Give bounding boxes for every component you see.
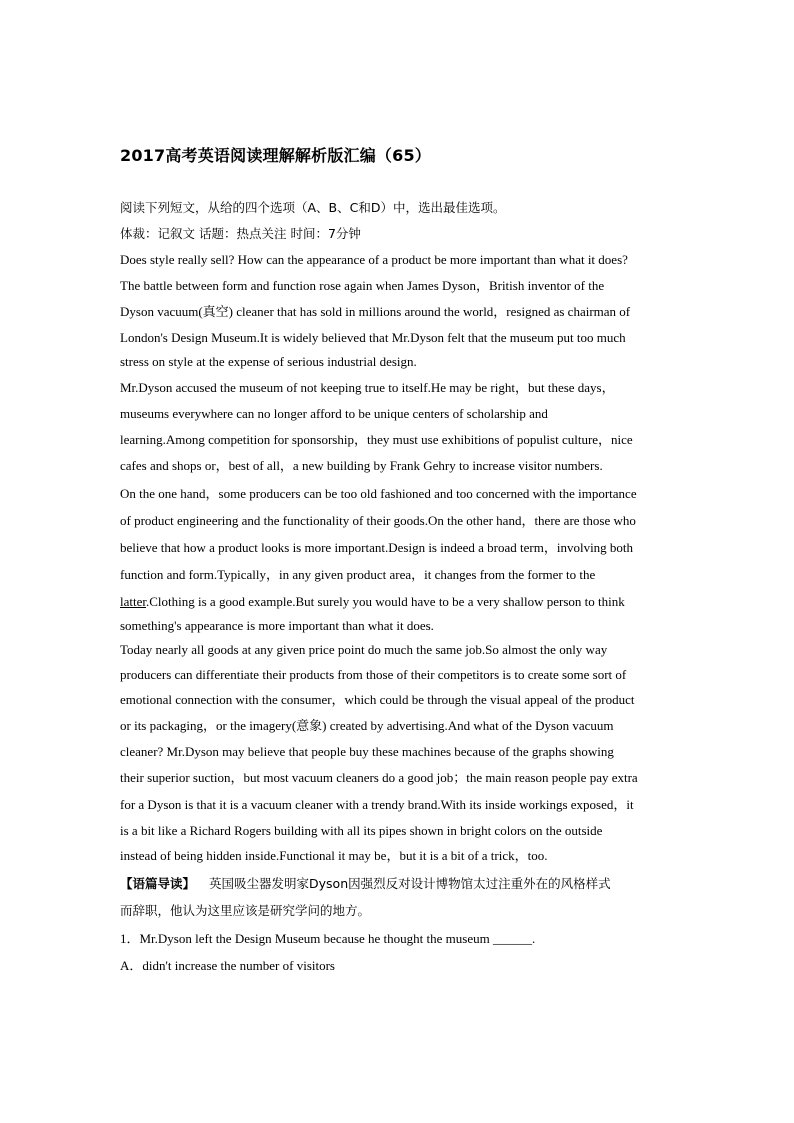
- passage-line: cleaner? Mr.Dyson may believe that people buy these machines because of the graphs showing: [120, 744, 614, 759]
- passage-line: Dyson vacuum(真空) cleaner that has sold in millions around the world，resigned as chairman of: [120, 304, 631, 319]
- passage-line: [120, 594, 625, 610]
- passage-line: their superior suction，but most vacuum cleaners do a good job；the main reason people pay extra: [120, 770, 638, 785]
- passage-line: cafes and shops or，best of all，a new building by Frank Gehry to increase visitor numbers.: [120, 458, 603, 473]
- passage-line: Does style really sell? How can the appearance of a product be more important than what it does?: [120, 252, 628, 267]
- passage-line: of product engineering and the functionality of their goods.On the other hand，there are those who: [120, 513, 636, 528]
- passage-line: emotional connection with the consumer，which could be through the visual appeal of the product: [120, 692, 635, 707]
- page-title: 2017高考英语阅读理解解析版汇编（65）: [120, 146, 431, 165]
- option-a: A．didn't increase the number of visitors: [120, 958, 335, 973]
- passage-line: On the one hand，some producers can be too old fashioned and too concerned with the importance: [120, 486, 637, 501]
- instruction-text: 阅读下列短文，从给的四个选项（A、B、C和D）中，选出最佳选项。: [120, 200, 506, 215]
- passage-line: Mr.Dyson accused the museum of not keeping true to itself.He may be right，but these days，: [120, 380, 615, 395]
- passage-line: believe that how a product looks is more important.Design is indeed a broad term，involving both: [120, 540, 634, 555]
- passage-line: museums everywhere can no longer afford to be unique centers of scholarship and: [120, 406, 548, 421]
- underlined-word: latter: [120, 594, 146, 609]
- passage-line: Today nearly all goods at any given price point do much the same job.So almost the only way: [120, 642, 608, 657]
- passage-line: learning.Among competition for sponsorship，they must use exhibitions of populist culture，nice: [120, 432, 633, 447]
- passage-line: London's Design Museum.It is widely believed that Mr.Dyson felt that the museum put too much: [120, 330, 626, 345]
- passage-line-rest: .Clothing is a good example.But surely you would have to be a very shallow person to think: [146, 594, 625, 609]
- passage-line: instead of being hidden inside.Functional it may be，but it is a bit of a trick，too.: [120, 848, 548, 863]
- question-1: 1．Mr.Dyson left the Design Museum because he thought the museum ______.: [120, 931, 536, 946]
- passage-line: producers can differentiate their products from those of their competitors is to create some sort of: [120, 667, 627, 682]
- passage-line: stress on style at the expense of serious industrial design.: [120, 354, 417, 369]
- guide-text: 英国吸尘器发明家Dyson因强烈反对设计博物馆太过注重外在的风格样式: [209, 876, 611, 891]
- guide-line: [120, 876, 611, 892]
- passage-line: function and form.Typically，in any given product area，it changes from the former to the: [120, 567, 596, 582]
- passage-line: is a bit like a Richard Rogers building with all its pipes shown in bright colors on the outside: [120, 823, 603, 838]
- passage-line: or its packaging，or the imagery(意象) created by advertising.And what of the Dyson vacuum: [120, 718, 614, 733]
- guide-line-2: 而辞职，他认为这里应该是研究学问的地方。: [120, 903, 371, 918]
- passage-line: The battle between form and function rose again when James Dyson，British inventor of the: [120, 278, 605, 293]
- passage-line: something's appearance is more important than what it does.: [120, 618, 434, 633]
- meta-text: 体裁：记叙文 话题：热点关注 时间：7分钟: [120, 226, 361, 241]
- guide-label: 【语篇导读】: [120, 876, 196, 891]
- passage-line: for a Dyson is that it is a vacuum cleaner with a trendy brand.With its inside workings exposed，it: [120, 797, 634, 812]
